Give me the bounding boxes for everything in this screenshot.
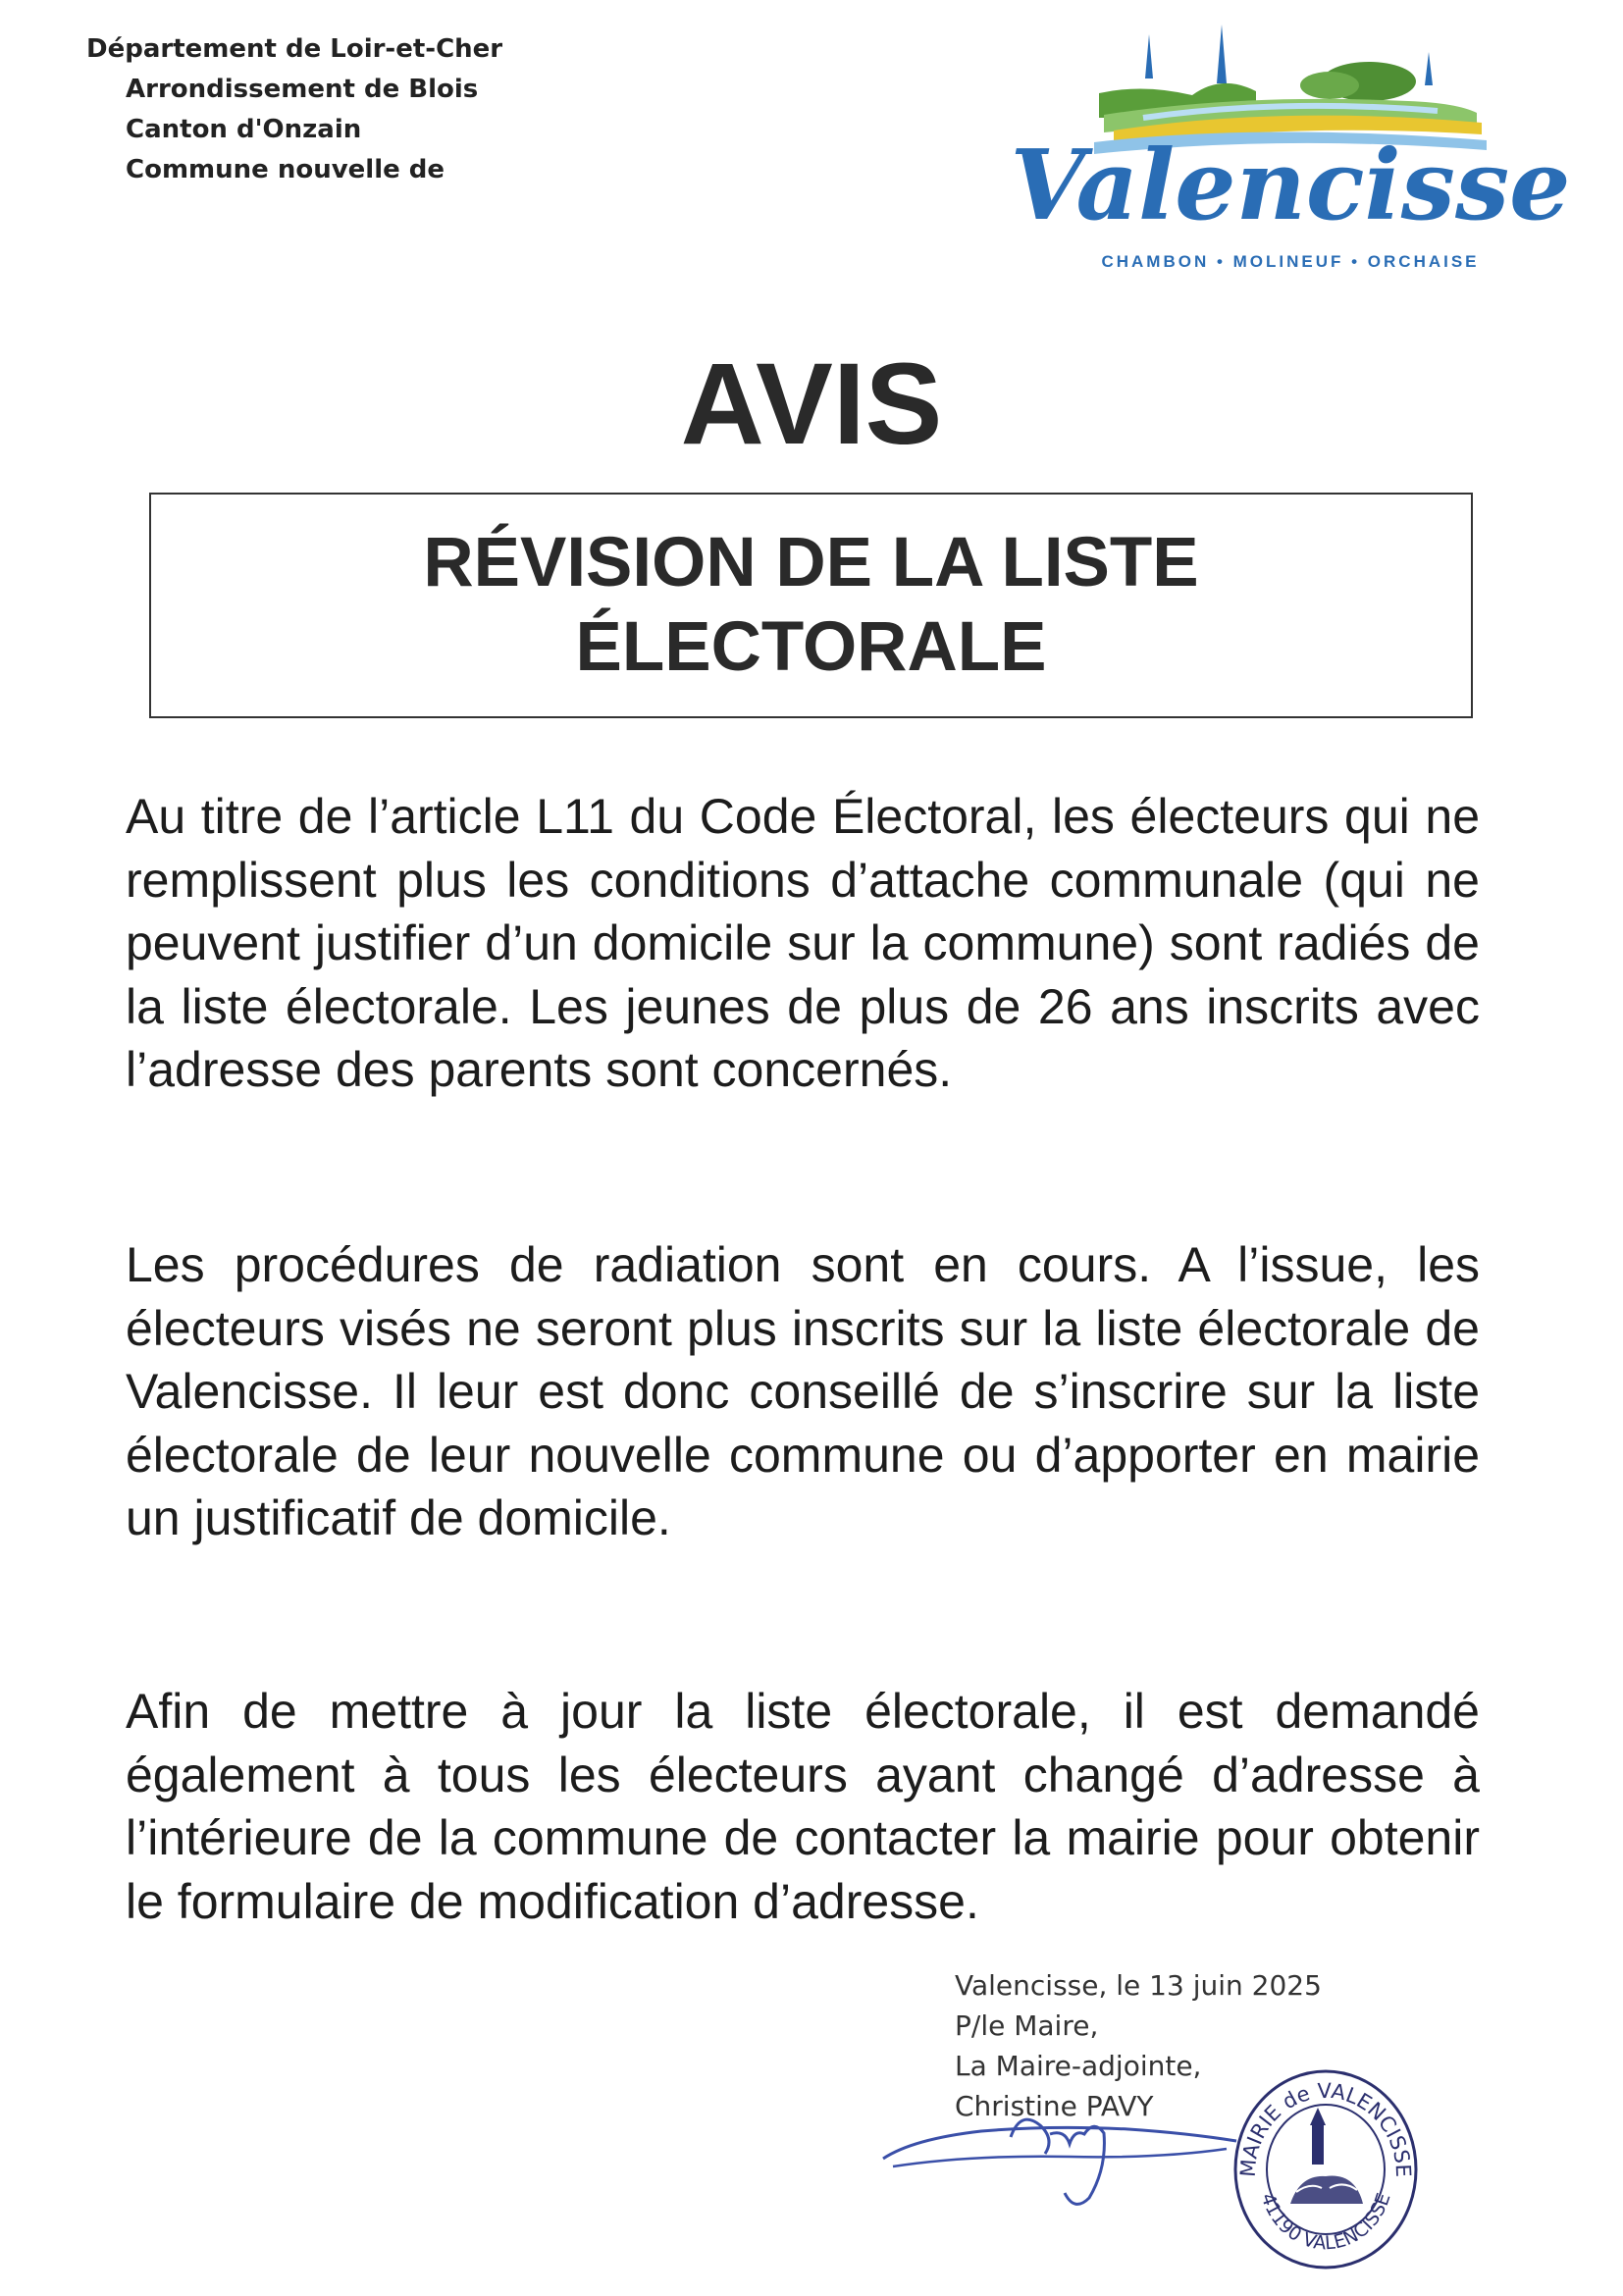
logo-subtitle: CHAMBON • MOLINEUF • ORCHAISE <box>1101 252 1480 271</box>
svg-text:MAIRIE de VALENCISSE <box>1236 2079 1416 2178</box>
logo-wordmark: Valencisse <box>1010 130 1571 242</box>
signature-on-behalf: P/le Maire, <box>955 2009 1099 2042</box>
notice-title: AVIS <box>680 339 943 469</box>
signature-role: La Maire-adjointe, <box>955 2050 1202 2082</box>
commune-line: Commune nouvelle de <box>126 155 445 184</box>
town-hall-seal <box>1231 2066 1420 2272</box>
paragraph-procedures: Les procédures de radiation sont en cours. A l’issue, les électeurs visés ne seront plus inscrits sur la liste électorale de Valencisse. Il leur est donc conseillé de s’inscrire sur la liste électorale de leur nouvelle commune ou d’apporter en mairie un justificatif de domicile. <box>126 1237 1480 1545</box>
signature-name: Christine PAVY <box>955 2090 1154 2122</box>
valencisse-logo <box>1010 25 1571 275</box>
seal-bottom-text: 41190 VALENCISSE <box>1256 2190 1395 2255</box>
notice-subtitle-line1: RÉVISION DE LA LISTE <box>423 524 1199 601</box>
seal-top-text: MAIRIE de VALENCISSE <box>1235 2078 1416 2178</box>
handwritten-signature <box>873 2090 1246 2227</box>
administrative-header <box>86 29 502 190</box>
arrondissement-line: Arrondissement de Blois <box>126 75 479 104</box>
notice-subtitle-line2: ÉLECTORALE <box>575 608 1047 686</box>
department-line: Département de Loir-et-Cher <box>86 34 503 64</box>
notice-subtitle-box <box>149 493 1473 718</box>
paragraph-radiation-rules: Au titre de l’article L11 du Code Électoral, les électeurs qui ne remplissent plus les conditions d’attache communale (qui ne peuvent justifier d’un domicile sur la commune) sont radiés de la liste électorale. Les jeunes de plus de 26 ans inscrits avec l’adresse des parents sont concernés. <box>126 789 1480 1097</box>
paragraph-address-change: Afin de mettre à jour la liste électorale, il est demandé également à tous les électeurs ayant changé d’adresse à l’intérieure de la commune de contacter la mairie pour obtenir le formulaire de modification d’adresse. <box>126 1684 1480 1929</box>
canton-line: Canton d'Onzain <box>126 115 362 144</box>
signature-place-date: Valencisse, le 13 juin 2025 <box>955 1969 1322 2002</box>
